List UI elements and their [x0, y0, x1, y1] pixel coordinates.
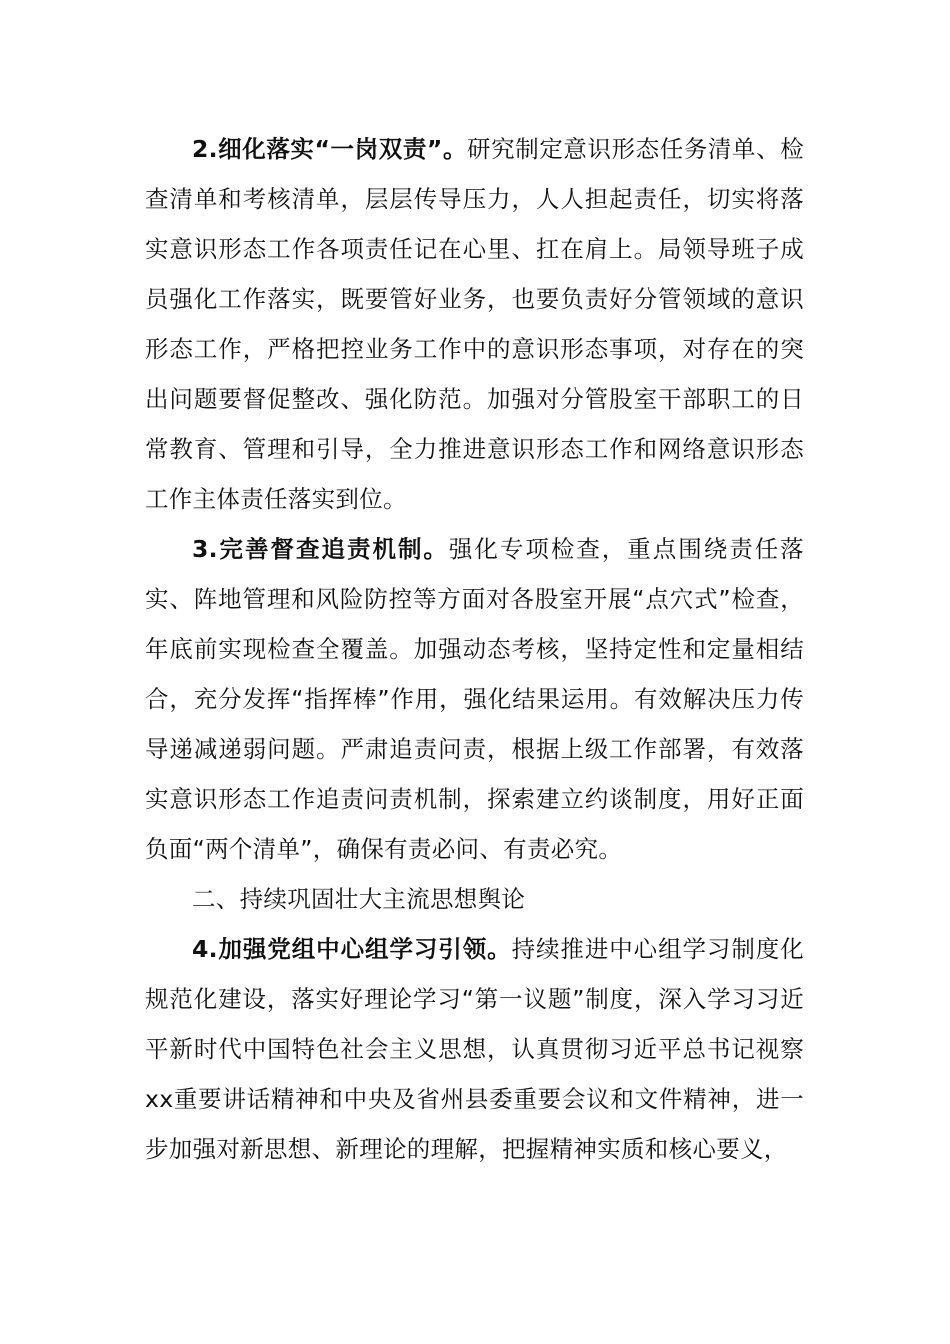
paragraph-4-lead: 4.加强党组中心组学习引领。	[192, 935, 512, 963]
paragraph-3-body: 强化专项检查，重点围绕责任落实、阵地管理和风险防控等方面对各股室开展“点穴式”检查，年底前实现检查全覆盖。加强动态考核，坚持定性和定量相结合，充分发挥“指挥棒”作用，强化结果运用。有效解决压力传导递减递弱问题。严肃追责问责，根据上级工作部署，有效落实意识形态工作追责问责机制，探索建立约谈制度，用好正面负面“两个清单”，确保有责必问、有责必究。	[145, 535, 804, 863]
paragraph-3-lead: 3.完善督查追责机制。	[192, 535, 449, 563]
paragraph-2-body: 研究制定意识形态任务清单、检查清单和考核清单，层层传导压力，人人担起责任，切实将落实意识形态工作各项责任记在心里、扛在肩上。局领导班子成员强化工作落实，既要管好业务，也要负责好分管领域的意识形态工作，严格把控业务工作中的意识形态事项，对存在的突出问题要督促整改、强化防范。加强对分管股室干部职工的日常教育、管理和引导，全力推进意识形态工作和网络意识形态工作主体责任落实到位。	[145, 135, 805, 513]
paragraph-2-lead: 2.细化落实“一岗双责”。	[192, 135, 468, 163]
paragraph-2	[145, 124, 804, 524]
section-heading: 二、持续巩固壮大主流思想舆论	[192, 885, 526, 913]
paragraph-4-body: 持续推进中心组学习制度化规范化建设，落实好理论学习“第一议题”制度，深入学习习近平新时代中国特色社会主义思想，认真贯彻习近平总书记视察xx重要讲话精神和中央及省州县委重要会议和文件精神，进一步加强对新思想、新理论的理解，把握精神实质和核心要义，	[145, 935, 804, 1163]
paragraph-3	[145, 524, 804, 874]
paragraph-4	[145, 924, 804, 1174]
